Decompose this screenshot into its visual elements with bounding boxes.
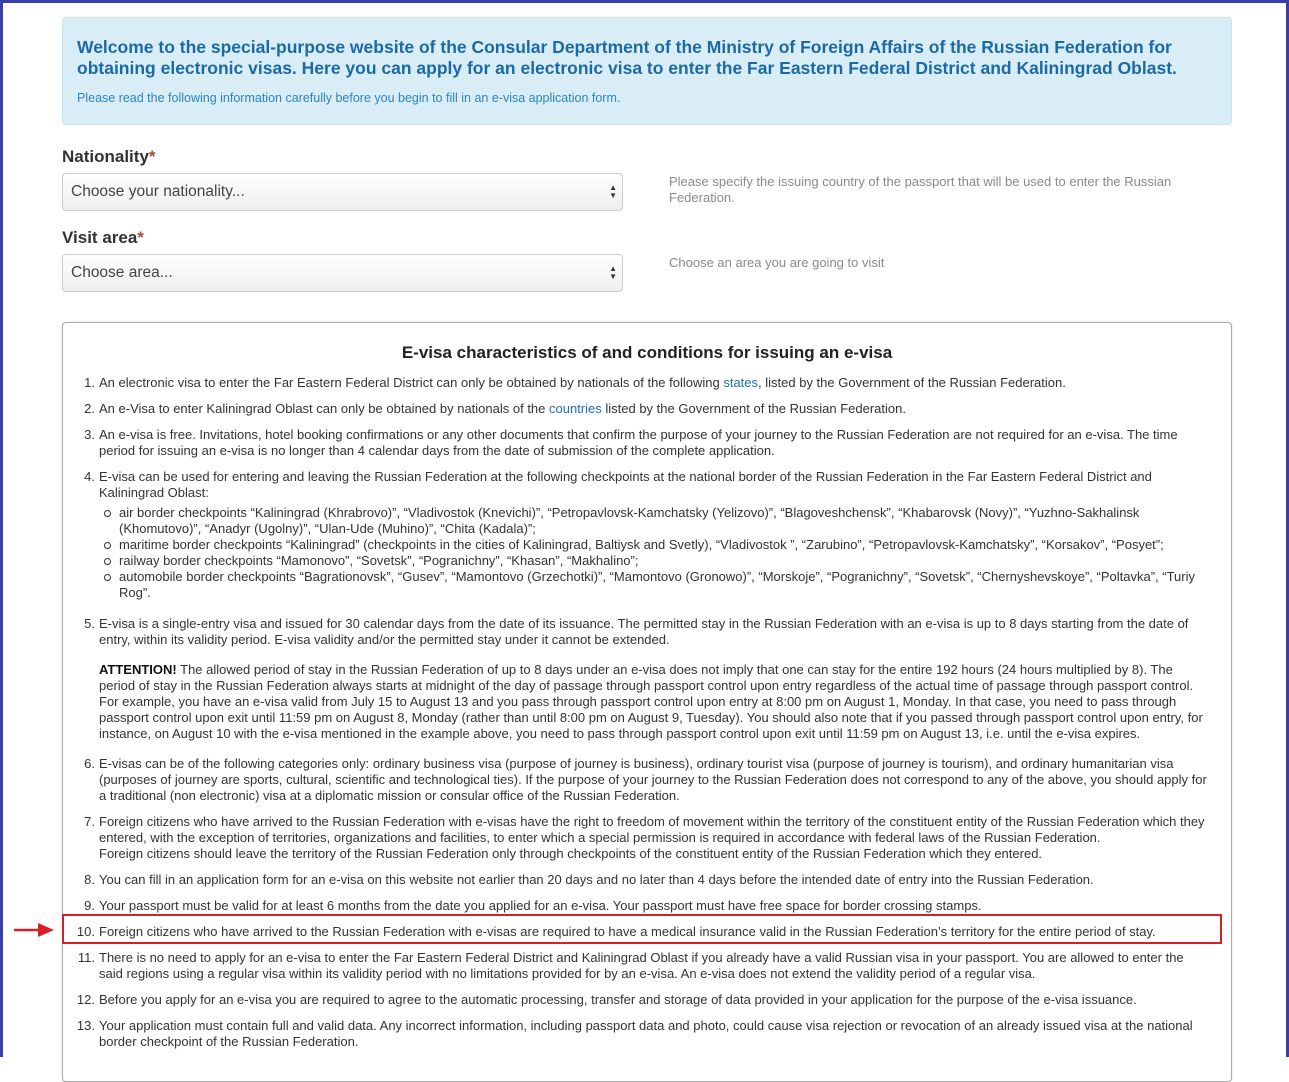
item-number: 13. — [76, 1018, 95, 1033]
nationality-select-value: Choose your nationality... — [71, 183, 245, 200]
select-arrows-icon: ▲ ▼ — [609, 264, 617, 281]
condition-item-6 — [84, 756, 1211, 804]
nationality-label-text: Nationality — [62, 147, 149, 166]
item-text: Your passport must be valid for at least 6 months from the date you applied for an e-visa. Your passport must have free space for border crossing stamps. — [99, 898, 982, 913]
attention-label: ATTENTION! — [99, 662, 177, 677]
item-number: 6. — [84, 756, 95, 771]
item-text: An e-Visa to enter Kaliningrad Oblast can only be obtained by nationals of the — [99, 401, 549, 416]
required-mark: * — [148, 147, 156, 166]
conditions-panel — [62, 322, 1232, 1082]
item-text: E-visa is a single-entry visa and issued for 30 calendar days from the date of its issuance. The permitted stay in the Russian Federation with an e-visa is up to 8 days starting from the date of entry, within its validity period. E-visa validity and/or the permitted stay under it cannot be extended. — [99, 616, 1189, 647]
checkpoint-maritime: maritime border checkpoints “Kaliningrad” (checkpoints in the cities of Kaliningrad, Baltiysk and Svetly), “Vladivostok ”, “Zarubino”, “Petropavlovsk-Kamchatsky”, “Korsakov”, “Posyet”; — [119, 537, 1211, 553]
visit-area-label-text: Visit area — [62, 228, 138, 247]
condition-item-13 — [76, 1018, 1211, 1050]
item-text: There is no need to apply for an e-visa to enter the Far Eastern Federal District and Kaliningrad Oblast if you already have a valid Russian visa in your passport. You are allowed to enter the said regions using a regular visa within its validity period with no limitations provided for by an e-visa. An e-visa does not extend the validity period of a regular visa. — [99, 950, 1184, 981]
states-link[interactable]: states — [723, 375, 759, 390]
red-arrow-right-icon — [14, 922, 54, 938]
visit-area-label — [62, 228, 144, 248]
condition-item-11 — [77, 950, 1211, 982]
item-text: Foreign citizens who have arrived to the Russian Federation with e-visas are required to have a medical insurance valid in the Russian Federation’s territory for the entire period of stay. — [99, 924, 1156, 939]
item-number: 5. — [84, 616, 95, 631]
highlight-box — [62, 914, 1222, 944]
condition-item-8 — [84, 872, 1211, 888]
conditions-title: E-visa characteristics of and conditions for issuing an e-visa — [401, 343, 893, 362]
attention-note — [99, 662, 1211, 742]
checkpoint-list — [99, 505, 1211, 601]
item-text: Foreign citizens should leave the territory of the Russian Federation only through checkpoints of the constituent entity of the Russian Federation which they entered. — [99, 846, 1043, 861]
item-number: 1. — [84, 375, 95, 390]
welcome-note: Please read the following information carefully before you begin to fill in an e-visa application form. — [77, 91, 621, 105]
condition-item-12 — [76, 992, 1211, 1008]
attention-text: The allowed period of stay in the Russian Federation of up to 8 days under an e-visa does not imply that one can stay for the entire 192 hours (24 hours multiplied by 8). The period of stay in the Russian Federation always starts at midnight of the day of passage through passport control upon entry regardless of the actual time of passage through passport control. For example, you have an e-visa valid from July 15 to August 13 and you pass through passport control upon entry at 8:00 pm on August 1, Monday. In that case, you need to pass through passport control upon exit until 11:59 pm on August 8, Monday (rather than until 8:00 pm on August 9, Tuesday). You should also note that if you passed through passport control upon entry, for instance, on August 10 with the e-visa mentioned in the example above, you need to pass through passport control upon exit until 11:59 pm on August 13, i.e. until the e-visa expires. — [99, 662, 1203, 741]
item-text: Foreign citizens who have arrived to the Russian Federation with e-visas have the right to freedom of movement within the territory of the constituent entity of the Russian Federation which they entered, with the exception of territories, organizations and facilities, to enter which a special permission is required in accordance with federal laws of the Russian Federation. — [99, 814, 1205, 845]
condition-item-2 — [84, 401, 1211, 417]
condition-item-4 — [84, 469, 1211, 601]
condition-item-1 — [84, 375, 1211, 391]
item-text: E-visa can be used for entering and leaving the Russian Federation at the following checkpoints at the national border of the Russian Federation in the Far Eastern Federal District and Kaliningrad Oblast: — [99, 469, 1152, 500]
item-number: 8. — [84, 872, 95, 887]
item-text: E-visas can be of the following categories only: ordinary business visa (purpose of journey is business), ordinary tourist visa (purpose of journey is tourism), and ordinary humanitarian visa (purposes of journey are sports, cultural, scientific and technological ties). If the purpose of your journey to the Russian Federation does not correspond to any of the above, you should apply for a traditional (non electronic) visa at a diplomatic mission or consular office of the Russian Federation. — [99, 756, 1207, 803]
item-number: 11. — [77, 950, 95, 965]
condition-item-3 — [84, 427, 1211, 459]
item-text: An electronic visa to enter the Far Eastern Federal District can only be obtained by nationals of the following — [99, 375, 724, 390]
countries-link[interactable]: countries — [549, 401, 602, 416]
item-number: 9. — [84, 898, 95, 913]
item-number: 7. — [84, 814, 95, 829]
visit-area-select-value: Choose area... — [71, 264, 173, 281]
checkpoint-air: air border checkpoints “Kaliningrad (Khrabrovo)”, “Vladivostok (Knevichi)”, “Petropavlovsk-Kamchatsky (Yelizovo)”, “Blagoveshchensk”, “Khabarovsk (Novy)”, “Yuzhno-Sakhalinsk (Khomutovo)”, “Anadyr (Ugolny)”, “Ulan-Ude (Muhino)”, “Chita (Kadala)”; — [119, 505, 1211, 537]
item-number: 2. — [84, 401, 95, 416]
condition-item-9 — [84, 898, 1211, 914]
item-number: 4. — [84, 469, 95, 484]
condition-item-5 — [84, 616, 1211, 742]
item-text: Your application must contain full and valid data. Any incorrect information, including passport data and photo, could cause visa rejection or revocation of an already issued visa at the national border checkpoint of the Russian Federation. — [99, 1018, 1193, 1049]
checkpoint-railway: railway border checkpoints “Mamonovo”, “Sovetsk”, “Pogranichny”, “Khasan”, “Makhalino”; — [119, 553, 1211, 569]
item-text: , listed by the Government of the Russian Federation. — [758, 375, 1066, 390]
condition-item-7 — [84, 814, 1211, 862]
required-mark: * — [137, 228, 144, 247]
nationality-select[interactable] — [62, 173, 623, 211]
item-text: An e-visa is free. Invitations, hotel booking confirmations or any other documents that confirm the purpose of your journey to the Russian Federation are not required for an e-visa. The time period for issuing an e-visa is no longer than 4 calendar days from the date of submission of the complete application. — [99, 427, 1178, 458]
nationality-label — [62, 147, 156, 167]
checkpoint-automobile: automobile border checkpoints “Bagrationovsk”, “Gusev”, “Mamontovo (Grzechotki)”, “Mamontovo (Gronowo)”, “Morskoje”, “Pogranichny”, “Sovetsk”, “Chernyshevskoye”, “Poltavka”, “Turiy Rog”. — [119, 569, 1211, 601]
welcome-banner — [62, 17, 1232, 125]
item-text: You can fill in an application form for an e-visa on this website not earlier than 20 days and no later than 4 days before the intended date of entry into the Russian Federation. — [99, 872, 1094, 887]
visit-area-help: Choose an area you are going to visit — [669, 255, 885, 270]
welcome-title: Welcome to the special-purpose website of the Consular Department of the Ministry of Foreign Affairs of the Russian Federation for obtaining electronic visas. Here you can apply for an electronic visa to enter the Far Eastern Federal District and Kaliningrad Oblast. — [77, 37, 1177, 78]
item-text: listed by the Government of the Russian Federation. — [601, 401, 906, 416]
item-number: 10. — [76, 924, 95, 939]
nationality-help: Please specify the issuing country of the passport that will be used to enter the Russian Federation. — [669, 174, 1172, 205]
select-arrows-icon: ▲ ▼ — [609, 183, 617, 200]
item-number: 3. — [84, 427, 95, 442]
item-text: Before you apply for an e-visa you are required to agree to the automatic processing, transfer and storage of data provided in your application for the purpose of the e-visa issuance. — [99, 992, 1137, 1007]
visit-area-select[interactable] — [62, 254, 623, 292]
item-number: 12. — [76, 992, 95, 1007]
